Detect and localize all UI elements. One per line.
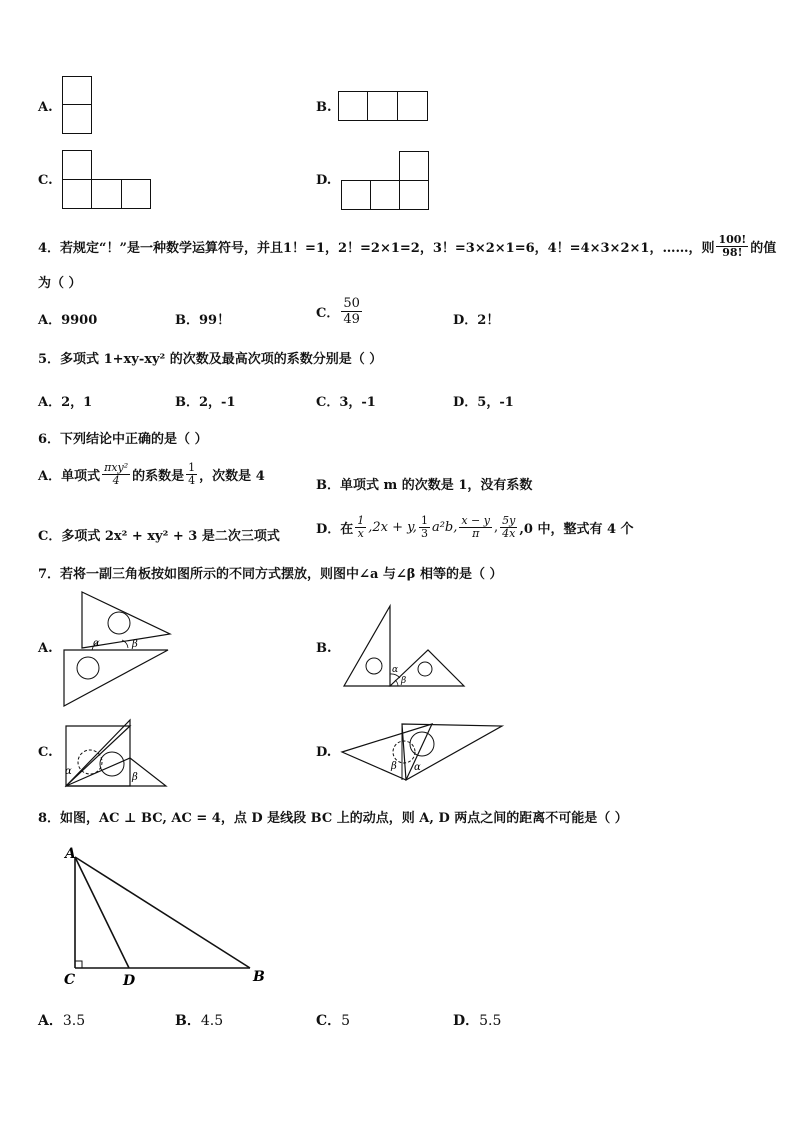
q7-b-beta: β [401,676,407,686]
q7-option-d-label: D. [316,745,332,760]
q4-option-d [453,309,499,328]
q7-option-b-label: B. [316,641,332,656]
q3-figure-c [62,150,154,212]
q5-option-a-letter: A． [38,395,62,410]
q4-option-c-num: 50 [343,296,360,311]
q6-stem: 6．下列结论中正确的是（ ） [38,432,208,447]
q8-option-b [175,1010,223,1030]
q4-option-b-letter: B． [175,313,199,328]
q5-option-c [316,391,376,410]
q7-c-beta: β [132,772,138,783]
q8-option-a [38,1010,85,1030]
q8-option-d-letter: D． [453,1013,480,1029]
q6-option-a [38,462,265,487]
q4-option-c [316,296,364,327]
q6-a-num2: 1 [188,461,196,474]
q5-stem: 5．多项式 1+xy-xy² 的次数及最高次项的系数分别是（ ） [38,352,383,367]
q6-d-t3: , [494,520,499,535]
q3-option-a-label: A. [38,100,53,115]
q6-d-frac1-num: 1 [357,514,365,527]
q4-option-a [38,309,97,328]
q3-option-b-label: B. [316,100,332,115]
q5-option-b-text: 2，-1 [199,395,236,410]
q5-option-b-letter: B． [175,395,199,410]
q7-d-alpha: α [414,762,421,773]
q6-d-frac3-num: x − y [461,514,490,527]
q6-d-frac4 [500,515,517,540]
q3-option-c-label: C. [38,173,53,188]
q7-figure-b [342,604,468,690]
q8-option-c [316,1010,350,1030]
q4-fraction-num: 100! [718,233,747,246]
q7-option-c-label: C. [38,745,53,760]
q4-option-c-letter: C． [316,306,340,321]
q6-a-num: πxy² [104,461,129,474]
q3-option-d-label: D. [316,173,332,188]
q4-stem: 4．若规定“！”是一种数学运算符号，并且1！=1，2！=2×1=2，3！=3×2×1=6，4！=4×3×2×1，……，则 [38,241,715,256]
q7-c-alpha: α [65,766,72,777]
q8-label-b: B [253,969,265,985]
q4-fraction [716,234,748,259]
q6-d-frac1 [355,515,366,540]
q6-option-b: B．单项式 m 的次数是 1，没有系数 [316,478,533,493]
q4-stem-line [38,234,776,259]
q6-a-mid: 的系数是 [132,469,185,484]
q6-d-pre: D．在 [316,522,354,537]
q4-option-a-letter: A． [38,313,62,328]
q4-option-a-text: 9900 [61,313,98,328]
q8-option-d [453,1010,501,1030]
q4-option-b-text: 99！ [199,313,231,328]
q6-a-den2: 4 [188,474,196,487]
q6-a-pre: A．单项式 [38,469,101,484]
q5-option-c-letter: C． [316,395,340,410]
q4-fraction-den: 98! [722,246,743,259]
q6-d-frac4-den: 4x [502,527,516,540]
q7-stem: 7．若将一副三角板按如图所示的不同方式摆放，则图中∠a 与∠β 相等的是（ ） [38,567,503,582]
q6-option-d [316,515,634,540]
q5-option-d [453,391,514,410]
q8-label-c: C [64,972,76,988]
q6-d-frac2-den: 3 [420,527,428,540]
q8-label-d: D [123,973,136,989]
q7-a-alpha: α [93,638,100,649]
q7-d-beta: β [391,761,397,772]
q8-option-c-letter: C． [316,1013,342,1029]
q4-option-c-den: 49 [343,312,360,327]
q8-figure [60,843,275,988]
q8-option-b-letter: B． [175,1013,201,1029]
q4-option-d-letter: D． [453,313,478,328]
q5-option-a-text: 2，1 [61,395,93,410]
q8-option-a-text: 3.5 [62,1013,86,1029]
q6-d-t2: a²b, [431,520,458,535]
q6-d-post: ,0 中，整式有 4 个 [519,522,634,537]
q8-stem: 8．如图，AC ⊥ BC, AC = 4，点 D 是线段 BC 上的动点，则 A, D 两点之间的距离不可能是（ ） [38,811,628,826]
q5-option-d-text: 5，-1 [477,395,514,410]
q3-figure-d [341,151,433,213]
q6-d-frac4-num: 5y [502,514,516,527]
q6-d-frac3 [459,515,492,540]
q8-label-a: A [65,846,76,862]
q6-a-den: 4 [112,474,120,487]
q8-option-d-text: 5.5 [479,1013,502,1029]
q6-a-fraction2 [186,462,197,487]
q7-figure-d [340,722,508,782]
q6-d-frac3-den: π [472,527,480,540]
q4-option-b [175,309,230,328]
q7-option-a-label: A. [38,641,53,656]
q8-option-c-text: 5 [341,1013,351,1029]
q8-option-a-letter: A． [38,1013,63,1029]
q6-a-post: ，次数是 4 [199,469,265,484]
q6-d-frac2 [419,515,430,540]
q7-figure-c [62,718,172,788]
q5-option-b [175,391,236,410]
q4-stem-line2: 为（ ） [38,276,82,291]
q6-d-t1: ,2x + y, [368,520,417,535]
q4-option-d-text: 2！ [477,313,500,328]
q5-option-c-text: 3，-1 [339,395,376,410]
q6-d-frac1-den: x [357,527,364,540]
q3-figure-b [338,91,430,123]
q7-b-alpha: α [392,665,399,675]
q7-a-beta: β [132,639,138,650]
q5-option-d-letter: D． [453,395,478,410]
q6-a-fraction [102,462,130,487]
q7-figure-a [62,590,172,710]
q5-option-a [38,391,92,410]
q6-d-frac2-num: 1 [420,514,428,527]
q4-stem-tail: 的值 [750,241,777,256]
q3-figure-a [62,76,94,136]
q4-option-c-fraction [341,296,362,327]
q6-option-c: C．多项式 2x² + xy² + 3 是二次三项式 [38,529,280,544]
q8-option-b-text: 4.5 [200,1013,224,1029]
